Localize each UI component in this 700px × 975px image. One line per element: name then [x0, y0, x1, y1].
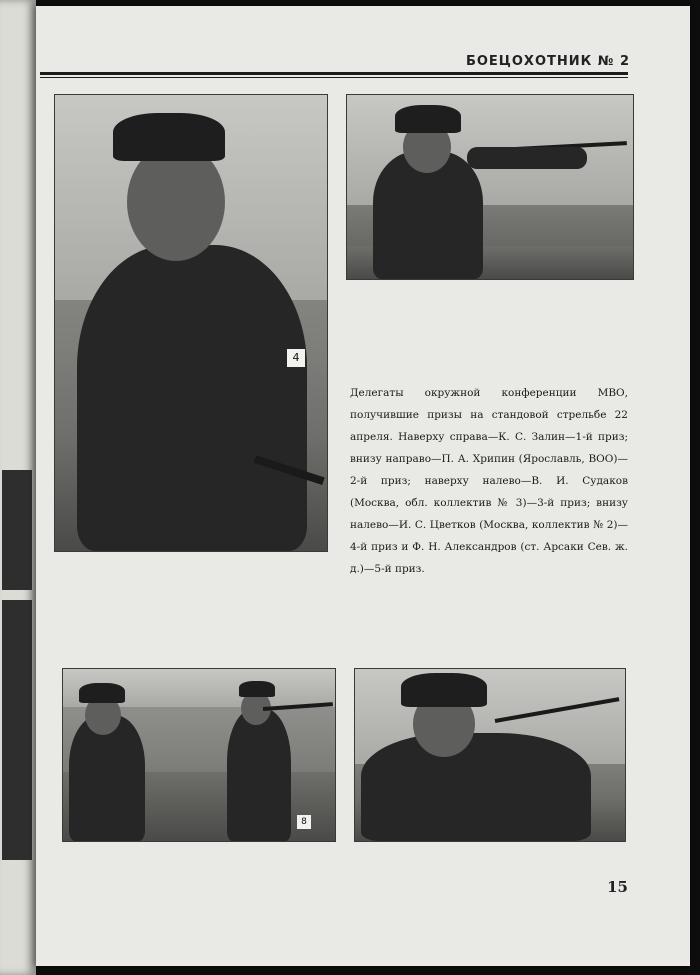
- adjacent-page: [0, 0, 36, 975]
- adjacent-photo-edge: [2, 600, 32, 860]
- adjacent-photo-edge: [2, 470, 32, 590]
- photo-khripin: [354, 668, 626, 842]
- bleed-through: [60, 558, 330, 658]
- running-header: БОЕЦОХОТНИК № 2: [465, 54, 630, 69]
- header-rule: [40, 72, 628, 75]
- photo-caption: Делегаты окружной конференции МВО, получившие призы на стандовой стрельбе 22 апреля. Наверху справа—К. С. Залин—1-й приз; внизу направо—П. А. Хрипин (Ярославль, ВОО)—2-й приз; наверху налево—В. И. Судаков (Москва, обл. коллектив № 3)—3-й приз; внизу налево—И. С. Цветков (Москва, коллектив № 2)—4-й приз и Ф. Н. Александров (ст. Арсаки Сев. ж. д.)—5-й приз.: [350, 387, 628, 575]
- magazine-page: [36, 6, 690, 966]
- photo-zalin: [346, 94, 634, 280]
- bleed-through: [350, 558, 628, 658]
- target-number-marker: 4: [287, 349, 305, 367]
- photo-sudakov: [54, 94, 328, 552]
- photo-tsvetkov-aleksandrov: [62, 668, 336, 842]
- page-number: 15: [607, 878, 628, 896]
- header-rule-thin: [40, 77, 628, 78]
- target-number-marker: 8: [297, 815, 311, 829]
